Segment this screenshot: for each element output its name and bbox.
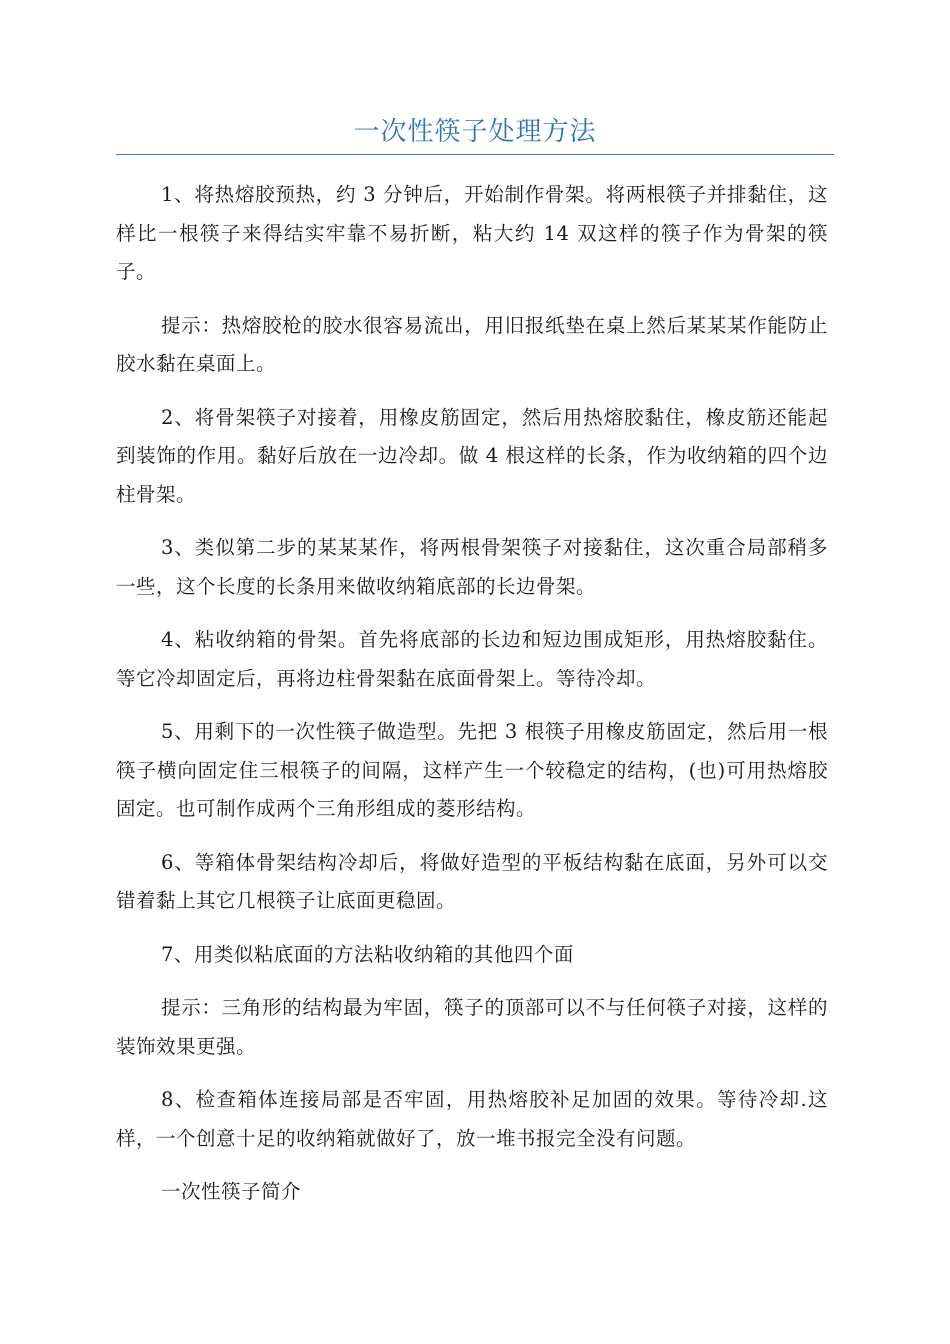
- paragraph-step-1: 1、将热熔胶预热，约 3 分钟后，开始制作骨架。将两根筷子并排黏住，这样比一根筷子来得结实牢靠不易折断，粘大约 14 双这样的筷子作为骨架的筷子。: [116, 183, 828, 283]
- document-body: [116, 176, 828, 1227]
- document-title: 一次性筷子处理方法: [353, 117, 597, 147]
- paragraph-tip-1: 提示：热熔胶枪的胶水很容易流出，用旧报纸垫在桌上然后某某某作能防止胶水黏在桌面上。: [116, 313, 828, 375]
- paragraph-step-3: 3、类似第二步的某某某作，将两根骨架筷子对接黏住，这次重合局部稍多一些，这个长度的长条用来做收纳箱底部的长边骨架。: [116, 536, 828, 598]
- paragraph-step-8: 8、检查箱体连接局部是否牢固，用热熔胶补足加固的效果。等待冷却.这样，一个创意十足的收纳箱就做好了，放一堆书报完全没有问题。: [116, 1088, 828, 1150]
- paragraph-tip-2: 提示：三角形的结构最为牢固，筷子的顶部可以不与任何筷子对接，这样的装饰效果更强。: [116, 996, 828, 1058]
- paragraph-step-4: 4、粘收纳箱的骨架。首先将底部的长边和短边围成矩形，用热熔胶黏住。等它冷却固定后，再将边柱骨架黏在底面骨架上。等待冷却。: [116, 628, 828, 690]
- paragraph-step-2: 2、将骨架筷子对接着，用橡皮筋固定，然后用热熔胶黏住，橡皮筋还能起到装饰的作用。黏好后放在一边冷却。做 4 根这样的长条，作为收纳箱的四个边柱骨架。: [116, 405, 828, 506]
- paragraph-step-6: 6、等箱体骨架结构冷却后，将做好造型的平板结构黏在底面，另外可以交错着黏上其它几根筷子让底面更稳固。: [116, 850, 828, 912]
- title-underline: [116, 154, 834, 155]
- paragraph-step-7: 7、用类似粘底面的方法粘收纳箱的其他四个面: [161, 942, 574, 966]
- section-heading-intro: 一次性筷子简介: [161, 1180, 302, 1203]
- paragraph-step-5: 5、用剩下的一次性筷子做造型。先把 3 根筷子用橡皮筋固定，然后用一根筷子横向固定住三根筷子的间隔，这样产生一个较稳定的结构，(也)可用热熔胶固定。也可制作成两个三角形组成的菱形结构。: [116, 720, 828, 820]
